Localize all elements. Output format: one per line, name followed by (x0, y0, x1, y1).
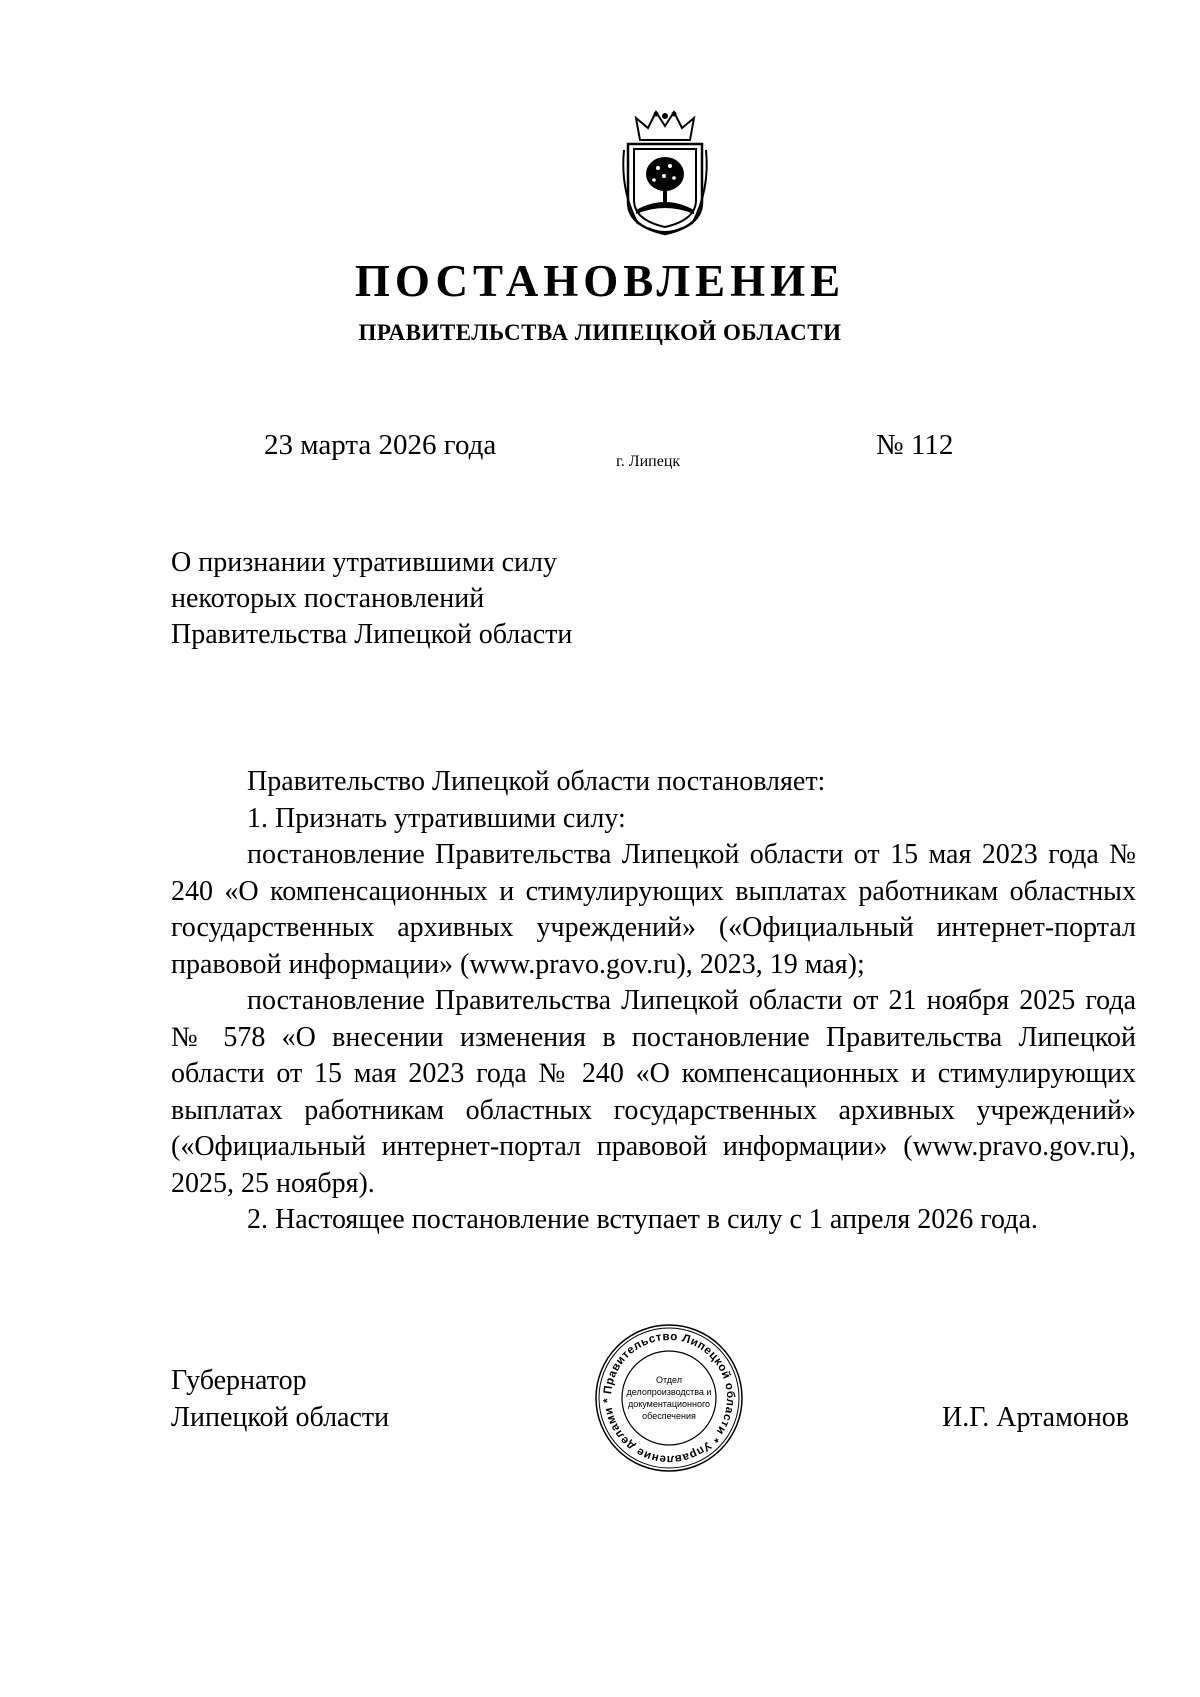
document-subject (171, 545, 572, 653)
stamp-inner-line: Отдел (655, 1375, 683, 1385)
document-body (171, 764, 1136, 1239)
stamp-inner-line: делопроизводства и (626, 1387, 712, 1397)
document-date: 23 марта 2026 года (264, 429, 497, 461)
coat-of-arms-emblem (618, 110, 712, 238)
subject-line: О признании утратившими силу (171, 547, 557, 578)
body-paragraph-repealed-act-1: постановление Правительства Липецкой области от 15 мая 2023 года № 240 «О компенсационных и стимулирующих выплатах работникам областных государственных архивных учреждений» («Официальный интернет-портал правовой информации» (www.pravo.gov.ru), 2023, 19 мая); (171, 839, 1136, 980)
body-paragraph-preamble: Правительство Липецкой области постановляет: (247, 766, 826, 797)
body-paragraph-item-1: 1. Признать утратившими силу: (247, 802, 626, 834)
body-paragraph-item-2: 2. Настоящее постановление вступает в силу с 1 апреля 2026 года. (247, 1204, 1038, 1235)
document-type-title: ПОСТАНОВЛЕНИЕ (354, 256, 846, 306)
signer-name: И.Г. Артамонов (942, 1402, 1130, 1433)
document-number: № 112 (876, 429, 954, 461)
issuing-authority: ПРАВИТЕЛЬСТВА ЛИПЕЦКОЙ ОБЛАСТИ (358, 320, 842, 345)
stamp-inner-line: документационного (627, 1399, 711, 1409)
body-paragraph-repealed-act-2: постановление Правительства Липецкой области от 21 ноября 2025 года № 578 «О внесении изменения в постановление Правительства Липецкой области от 15 мая 2023 года № 240 «О компенсационных и стимулирующих выплатах работникам областных государственных архивных учреждений» («Официальный интернет-портал правовой информации» (www.pravo.gov.ru), 2025, 25 ноября). (171, 985, 1136, 1199)
official-stamp (593, 1322, 745, 1474)
subject-line: Правительства Липецкой области (171, 619, 573, 650)
signer-position (171, 1362, 389, 1436)
signer-position-line: Губернатор (171, 1365, 307, 1396)
document-city: г. Липецк (616, 453, 681, 470)
stamp-inner-line: обеспечения (642, 1411, 696, 1421)
signer-position-line: Липецкой области (171, 1402, 390, 1433)
subject-line: некоторых постановлений (171, 583, 485, 614)
stamp-outer-text: Правительство Липецкой области * Управление делами * (601, 1330, 737, 1466)
